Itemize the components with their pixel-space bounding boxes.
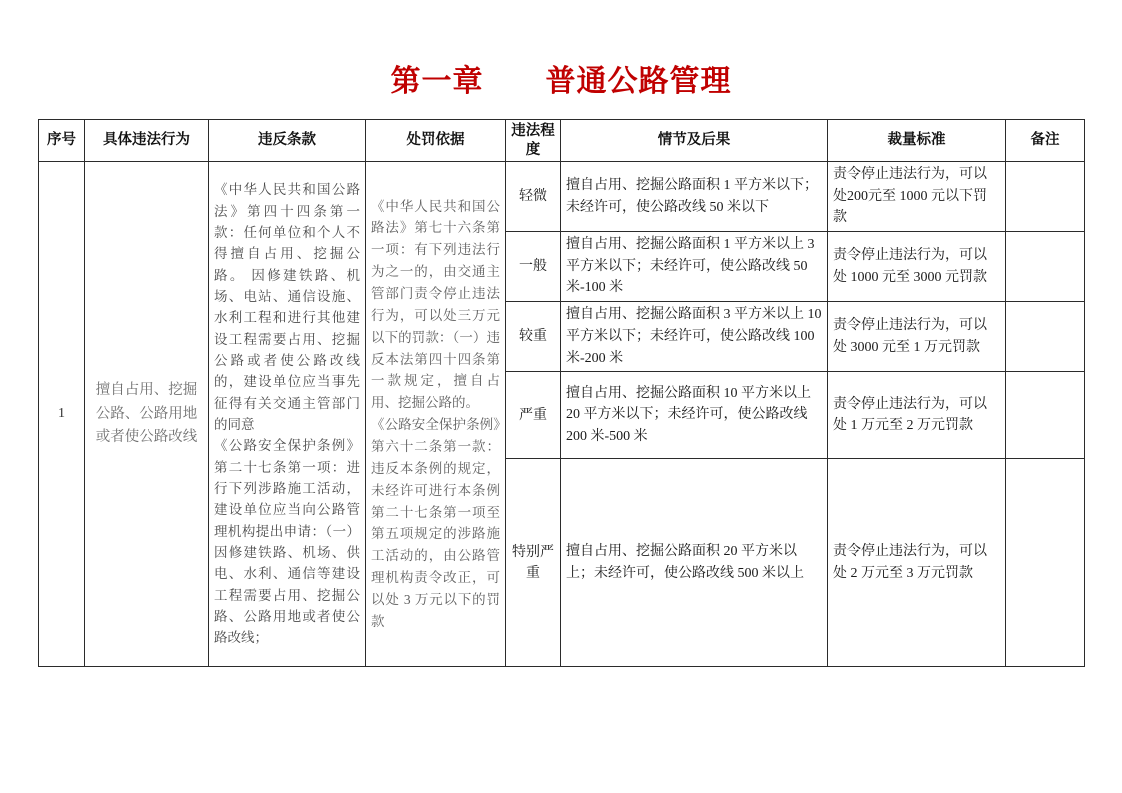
- seq-cell: 1: [39, 162, 85, 667]
- standard-cell: 责令停止违法行为，可以处 1 万元至 2 万元罚款: [828, 372, 1006, 459]
- standard-cell: 责令停止违法行为，可以处 1000 元至 3000 元罚款: [828, 232, 1006, 302]
- header-violated-clauses: 违反条款: [209, 120, 366, 162]
- severity-level-cell: 特别严重: [506, 459, 561, 667]
- header-standard: 裁量标准: [828, 120, 1006, 162]
- circumstance-cell: 擅自占用、挖掘公路面积 3 平方米以上 10 平方米以下；未经许可，使公路改线 100 米-200 米: [561, 302, 828, 372]
- header-penalty-basis: 处罚依据: [366, 120, 506, 162]
- header-seq: 序号: [39, 120, 85, 162]
- remark-cell: [1006, 162, 1085, 232]
- standard-cell: 责令停止违法行为，可以处 3000 元至 1 万元罚款: [828, 302, 1006, 372]
- remark-cell: [1006, 459, 1085, 667]
- basis-paragraph: 《中华人民共和国公路法》第七十六条第一项：有下列违法行为之一的，由交通主管部门责令停止违法行为，可以处三万元以下的罚款：（一）违反本法第四十四条第一款规定，擅自占用、挖掘公路的。: [371, 198, 500, 411]
- severity-level-cell: 轻微: [506, 162, 561, 232]
- remark-cell: [1006, 232, 1085, 302]
- circumstance-cell: 擅自占用、挖掘公路面积 1 平方米以上 3 平方米以下；未经许可，使公路改线 50 米-100 米: [561, 232, 828, 302]
- remark-cell: [1006, 372, 1085, 459]
- header-behavior: 具体违法行为: [85, 120, 209, 162]
- severity-row-minor: [39, 162, 1085, 232]
- severity-level-cell: 较重: [506, 302, 561, 372]
- severity-level-cell: 严重: [506, 372, 561, 459]
- table-header-row: [39, 120, 1085, 162]
- circumstance-cell: 擅自占用、挖掘公路面积 10 平方米以上 20 平方米以下；未经许可，使公路改线 200 米-500 米: [561, 372, 828, 459]
- remark-cell: [1006, 302, 1085, 372]
- penalty-basis-cell: [366, 162, 506, 667]
- circumstance-cell: 擅自占用、挖掘公路面积 20 平方米以上；未经许可，使公路改线 500 米以上: [561, 459, 828, 667]
- basis-paragraph: 《公路安全保护条例》第六十二条第一款：违反本条例的规定，未经许可进行本条例第二十七条第一项至第五项规定的涉路施工活动的，由公路管理机构责令改正，可以处 3 万元以下的罚款: [371, 417, 500, 629]
- circumstance-cell: 擅自占用、挖掘公路面积 1 平方米以下；未经许可，使公路改线 50 米以下: [561, 162, 828, 232]
- standard-cell: 责令停止违法行为，可以处 2 万元至 3 万元罚款: [828, 459, 1006, 667]
- clause-paragraph: 《公路安全保护条例》第二十七条第一项：进行下列涉路施工活动，建设单位应当向公路管理机构提出申请：（一）因修建铁路、机场、供电、水利、通信等建设工程需要占用、挖掘公路、公路用地或者使公路改线；: [214, 438, 360, 646]
- severity-level-cell: 一般: [506, 232, 561, 302]
- standard-cell: 责令停止违法行为，可以处200元至 1000 元以下罚款: [828, 162, 1006, 232]
- violated-clauses-cell: [209, 162, 366, 667]
- header-severity: 违法程度: [506, 120, 561, 162]
- regulation-table: [38, 119, 1085, 667]
- page-title: 第一章 普通公路管理: [390, 65, 732, 98]
- clause-paragraph: 《中华人民共和国公路法》第四十四条第一款：任何单位和个人不得擅自占用、挖掘公路。 因修建铁路、机场、电站、通信设施、水利工程和进行其他建设工程需要占用、挖掘公路或者使公路改线的，建设单位应当事先征得有关交通主管部门的同意: [214, 182, 360, 433]
- header-circumstance: 情节及后果: [561, 120, 828, 162]
- behavior-cell: 擅自占用、挖掘公路、公路用地或者使公路改线: [85, 162, 209, 667]
- header-remark: 备注: [1006, 120, 1085, 162]
